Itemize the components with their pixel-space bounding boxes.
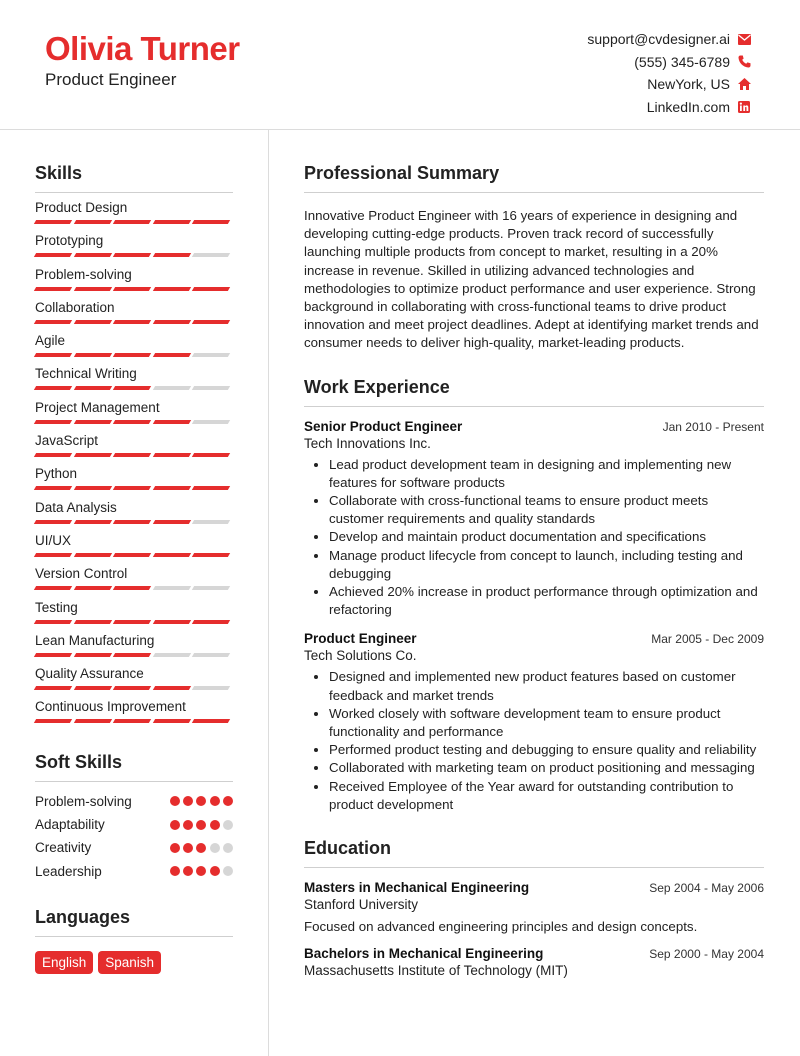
skill-level-segment (34, 586, 72, 590)
resume-header (0, 0, 800, 130)
rating-dot (210, 820, 220, 830)
skill-level-segment (192, 220, 230, 224)
skill-item (35, 465, 233, 492)
rating-dot (223, 820, 233, 830)
degree-title: Masters in Mechanical Engineering (304, 880, 530, 896)
skill-name: Product Design (35, 200, 128, 215)
soft-skill-rating (167, 796, 233, 806)
education-heading: Education (304, 838, 764, 868)
job-header (304, 419, 764, 434)
skill-name: JavaScript (35, 433, 99, 449)
skill-level-bar (35, 486, 233, 490)
skill-level-segment (192, 520, 230, 524)
job-bullets (304, 456, 764, 620)
contact-phone-text: (555) 345-6789 (634, 53, 730, 70)
skill-item (35, 232, 233, 259)
soft-skill-item (35, 813, 233, 836)
skill-name: Data Analysis (35, 499, 117, 515)
skill-item (35, 399, 233, 426)
skill-level-bar (35, 320, 233, 324)
skill-level-bar (35, 420, 233, 424)
contact-email-text: support@cvdesigner.ai (587, 31, 730, 48)
skill-name: Lean Manufacturing (35, 632, 155, 648)
skill-level-segment (73, 620, 111, 624)
skill-name: Project Management (35, 399, 160, 415)
soft-skill-rating (167, 820, 233, 830)
skill-level-segment (152, 453, 190, 457)
rating-dot (223, 866, 233, 876)
skill-level-segment (152, 486, 190, 490)
skill-level-segment (192, 719, 230, 723)
skill-name: Technical Writing (35, 366, 137, 382)
skill-item (35, 665, 233, 692)
skill-level-segment (152, 653, 190, 657)
soft-skill-item (35, 790, 233, 813)
skill-level-segment (34, 220, 72, 224)
job-bullet: • Achieved 20% increase in product performance through optimization and refactoring (329, 583, 764, 619)
contact-location-text: NewYork, US (647, 76, 730, 93)
language-badge: English (35, 951, 93, 974)
skill-level-bar (35, 686, 233, 690)
skill-level-bar (35, 653, 233, 657)
skill-level-segment (192, 653, 230, 657)
job-entry (304, 631, 764, 814)
skill-level-segment (192, 486, 230, 490)
job-company: Tech Innovations Inc. (304, 435, 431, 451)
skill-level-segment (152, 420, 190, 424)
rating-dot (170, 820, 180, 830)
languages-heading: Languages (35, 907, 233, 937)
soft-skill-name: Problem-solving (35, 793, 132, 809)
skill-level-segment (73, 686, 111, 690)
skill-level-segment (73, 553, 111, 557)
school-name: Stanford University (304, 897, 419, 913)
skill-name: Continuous Improvement (35, 699, 186, 715)
soft-skill-name: Creativity (35, 840, 92, 856)
skill-item (35, 499, 233, 526)
skill-level-segment (73, 719, 111, 723)
skill-level-bar (35, 353, 233, 357)
skill-level-segment (34, 420, 72, 424)
skill-level-segment (192, 386, 230, 390)
skill-level-bar (35, 553, 233, 557)
skill-name: UI/UX (35, 532, 72, 548)
skill-level-segment (152, 719, 190, 723)
rating-dot (183, 843, 193, 853)
skill-level-segment (73, 486, 111, 490)
school-name: Massachusetts Institute of Technology (MIT) (304, 963, 568, 979)
skill-level-segment (152, 586, 190, 590)
job-bullet: • Designed and implemented new product features based on customer feedback and market trends (329, 668, 764, 704)
education-description: Focused on advanced engineering principles and design concepts. (304, 919, 698, 935)
skill-item (35, 332, 233, 359)
skill-item (35, 365, 233, 392)
summary-text: Innovative Product Engineer with 16 years of experience in designing and developing cutting-edge products. Proven track record of successfully launching multiple products from concept to market, resulting in a 20% increase in revenue. Skilled in utilizing advanced technologies and methodologies to optimize product performance and user experience. Strong background in collaborating with cross-functional teams to drive product innovation and meet project deadlines. Adept at identifying market trends and consumer needs to deliver high-quality, market-leading products. (304, 208, 759, 351)
skill-name: Python (35, 466, 78, 482)
skill-level-segment (73, 353, 111, 357)
skill-level-segment (34, 453, 72, 457)
job-header (304, 631, 764, 646)
skill-name: Agile (35, 333, 66, 349)
skill-level-segment (113, 220, 151, 224)
skill-level-segment (113, 620, 151, 624)
rating-dot (196, 866, 206, 876)
education-entry (304, 946, 764, 978)
soft-skill-item (35, 860, 233, 883)
skill-item (35, 532, 233, 559)
education-date: Sep 2000 - May 2004 (649, 947, 764, 962)
skill-level-segment (152, 386, 190, 390)
education-entry (304, 880, 764, 934)
skill-level-bar (35, 586, 233, 590)
skill-level-segment (152, 520, 190, 524)
skill-level-segment (34, 486, 72, 490)
skill-level-bar (35, 220, 233, 224)
left-column (35, 163, 233, 974)
rating-dot (223, 843, 233, 853)
skill-level-segment (34, 520, 72, 524)
skill-level-segment (152, 320, 190, 324)
skill-level-segment (34, 653, 72, 657)
home-icon (736, 78, 752, 90)
skill-level-segment (113, 386, 151, 390)
contact-list (587, 28, 752, 118)
skill-name: Quality Assurance (35, 666, 144, 682)
skill-level-segment (34, 287, 72, 291)
skill-level-segment (192, 553, 230, 557)
phone-icon (736, 55, 752, 68)
soft-skill-name: Leadership (35, 863, 102, 879)
contact-location (587, 73, 752, 96)
job-date: Mar 2005 - Dec 2009 (651, 632, 764, 647)
skill-level-segment (73, 653, 111, 657)
soft-skill-name: Adaptability (35, 817, 105, 833)
rating-dot (170, 843, 180, 853)
skill-level-segment (152, 620, 190, 624)
skill-item (35, 599, 233, 626)
skill-level-segment (73, 520, 111, 524)
linkedin-icon (736, 101, 752, 113)
job-company: Tech Solutions Co. (304, 648, 417, 664)
skill-level-bar (35, 520, 233, 524)
candidate-name: Olivia Turner (45, 30, 240, 67)
skill-level-segment (152, 553, 190, 557)
skill-level-segment (34, 620, 72, 624)
contact-linkedin[interactable] (587, 96, 752, 119)
skill-level-segment (73, 420, 111, 424)
skill-level-segment (73, 320, 111, 324)
skill-item (35, 266, 233, 293)
skill-level-segment (34, 253, 72, 257)
job-title: Product Engineer (304, 631, 417, 647)
skill-level-segment (34, 386, 72, 390)
skill-level-segment (73, 287, 111, 291)
skill-item (35, 299, 233, 326)
skill-level-segment (152, 686, 190, 690)
skill-item (35, 432, 233, 459)
skill-level-bar (35, 287, 233, 291)
skill-level-segment (34, 686, 72, 690)
job-bullet: • Lead product development team in designing and implementing new features for software products (329, 456, 764, 492)
languages-list (35, 951, 233, 974)
contact-linkedin-text: LinkedIn.com (646, 98, 730, 115)
skill-level-segment (113, 586, 151, 590)
contact-email[interactable] (587, 28, 752, 51)
summary-heading: Professional Summary (304, 163, 764, 193)
job-bullet: • Performed product testing and debugging to ensure quality and reliability (329, 741, 764, 759)
soft-skill-rating (167, 866, 233, 876)
skill-level-segment (34, 553, 72, 557)
skill-level-bar (35, 453, 233, 457)
skill-level-segment (113, 553, 151, 557)
column-divider (268, 130, 269, 1056)
skill-level-segment (192, 353, 230, 357)
soft-skills-list (35, 790, 233, 883)
rating-dot (210, 796, 220, 806)
rating-dot (196, 843, 206, 853)
job-bullets (304, 668, 764, 814)
rating-dot (210, 866, 220, 876)
skill-item (35, 199, 233, 226)
job-bullet: • Develop and maintain product documentation and specifications (329, 528, 764, 546)
skill-name: Collaboration (35, 299, 115, 315)
skill-name: Testing (35, 599, 78, 615)
skill-level-bar (35, 620, 233, 624)
skill-level-segment (34, 719, 72, 723)
skill-name: Version Control (35, 566, 128, 582)
skill-level-segment (152, 287, 190, 291)
skill-level-segment (113, 653, 151, 657)
skill-level-segment (113, 520, 151, 524)
skill-level-segment (73, 253, 111, 257)
skill-level-segment (113, 320, 151, 324)
skill-level-segment (192, 620, 230, 624)
education-list (304, 880, 764, 978)
job-bullet: • Worked closely with software development team to ensure product functionality and performance (329, 705, 764, 741)
skill-name: Prototyping (35, 233, 104, 249)
rating-dot (170, 796, 180, 806)
job-bullet: • Received Employee of the Year award for outstanding contribution to product development (329, 778, 764, 814)
skill-level-segment (73, 220, 111, 224)
language-badge: Spanish (98, 951, 161, 974)
skill-level-segment (113, 486, 151, 490)
rating-dot (210, 843, 220, 853)
job-entry (304, 419, 764, 620)
skill-level-bar (35, 719, 233, 723)
skill-level-bar (35, 253, 233, 257)
experience-heading: Work Experience (304, 377, 764, 407)
right-column (304, 163, 764, 978)
skills-list (35, 199, 233, 726)
skill-name: Problem-solving (35, 266, 132, 282)
skill-level-segment (192, 287, 230, 291)
contact-phone[interactable] (587, 51, 752, 74)
skill-item (35, 565, 233, 592)
skill-level-segment (192, 453, 230, 457)
rating-dot (183, 796, 193, 806)
skill-level-segment (113, 353, 151, 357)
candidate-title: Product Engineer (45, 70, 177, 89)
skill-level-segment (113, 420, 151, 424)
envelope-icon (736, 34, 752, 45)
skill-level-segment (113, 453, 151, 457)
skill-level-segment (192, 586, 230, 590)
skill-level-segment (113, 686, 151, 690)
skill-level-segment (73, 386, 111, 390)
jobs-list (304, 419, 764, 814)
skill-level-segment (113, 287, 151, 291)
skill-level-bar (35, 386, 233, 390)
job-bullet: • Collaborate with cross-functional teams to ensure product meets customer requirements and quality standards (329, 492, 764, 528)
education-date: Sep 2004 - May 2006 (649, 881, 764, 896)
rating-dot (196, 796, 206, 806)
job-bullet: • Collaborated with marketing team on product positioning and messaging (329, 759, 764, 777)
skill-level-segment (152, 353, 190, 357)
soft-skills-heading: Soft Skills (35, 752, 233, 782)
skill-level-segment (192, 320, 230, 324)
rating-dot (183, 866, 193, 876)
rating-dot (170, 866, 180, 876)
skill-level-segment (152, 253, 190, 257)
skill-item (35, 698, 233, 725)
education-header (304, 946, 764, 961)
skill-level-segment (192, 420, 230, 424)
soft-skill-rating (167, 843, 233, 853)
soft-skill-item (35, 836, 233, 859)
rating-dot (196, 820, 206, 830)
skill-level-segment (34, 320, 72, 324)
job-date: Jan 2010 - Present (662, 419, 764, 434)
education-header (304, 880, 764, 895)
rating-dot (223, 796, 233, 806)
skill-level-segment (73, 453, 111, 457)
job-bullet: • Manage product lifecycle from concept to launch, including testing and debugging (329, 547, 764, 583)
skills-heading: Skills (35, 163, 233, 193)
skill-level-segment (152, 220, 190, 224)
degree-title: Bachelors in Mechanical Engineering (304, 946, 544, 962)
skill-item (35, 632, 233, 659)
job-title: Senior Product Engineer (304, 418, 463, 434)
skill-level-segment (192, 686, 230, 690)
skill-level-segment (113, 253, 151, 257)
skill-level-segment (192, 253, 230, 257)
rating-dot (183, 820, 193, 830)
skill-level-segment (34, 353, 72, 357)
skill-level-segment (73, 586, 111, 590)
skill-level-segment (113, 719, 151, 723)
